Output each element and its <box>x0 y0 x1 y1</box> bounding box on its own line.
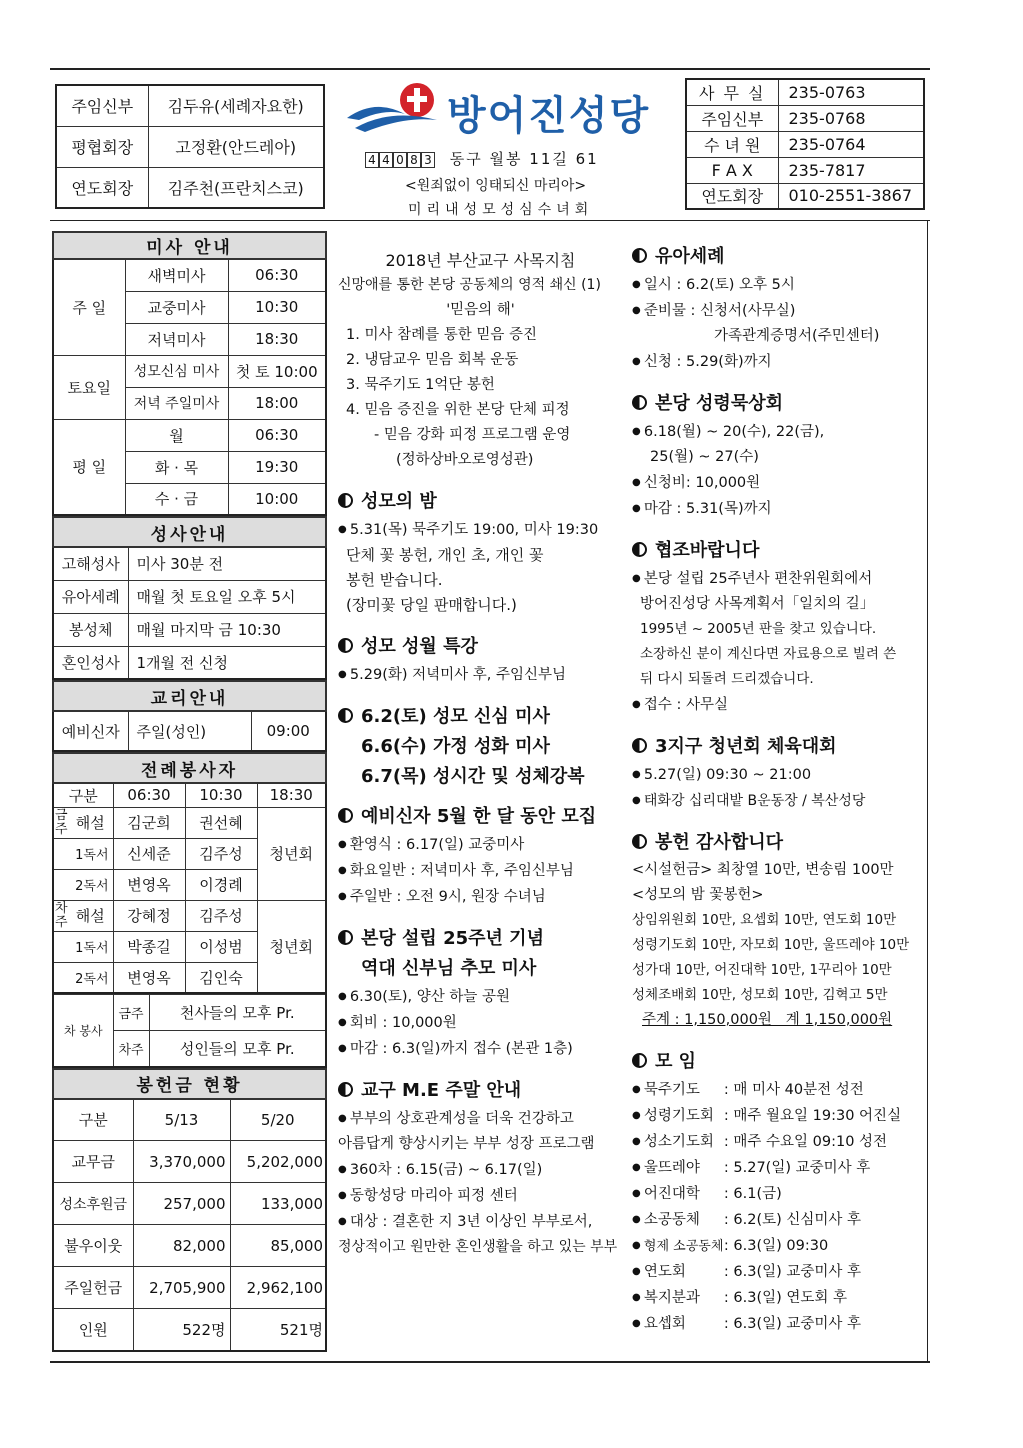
office-label: 주임신부 <box>686 105 778 131</box>
offering-row <box>53 1141 326 1183</box>
meeting-name: 소공동체 <box>643 1212 700 1228</box>
server-role: 해설 <box>75 814 105 832</box>
address-line <box>365 148 599 169</box>
meeting-info: : 매주 수요일 09:10 성전 <box>723 1134 888 1150</box>
postal-code <box>365 150 435 168</box>
postal-digit: 4 <box>379 152 393 168</box>
offering-head-row <box>53 1099 326 1141</box>
servers-title: 전례봉사자 <box>53 753 326 783</box>
sacrament-value: 미사 30분 전 <box>128 547 326 580</box>
section-title: 봉헌 감사합니다 <box>655 832 783 853</box>
sacrament-row <box>53 547 326 580</box>
meeting-item <box>632 1207 924 1233</box>
servers-col-head: 10:30 <box>185 783 257 807</box>
server-role: 2독서 <box>53 869 113 900</box>
sacrament-header <box>53 517 326 547</box>
anniversary-heading-line: 역대 신부님 추모 미사 <box>361 958 537 979</box>
servers-table <box>52 752 327 994</box>
mass-name: 수 · 금 <box>125 483 228 515</box>
half-circle-icon <box>338 1082 353 1097</box>
sacrament-table <box>52 516 327 680</box>
meeting-item <box>632 1155 924 1181</box>
meeting-item <box>632 1259 924 1285</box>
servers-col-head: 구분 <box>53 783 113 807</box>
thanks-total: 주계 : 1,150,000원 계 1,150,000원 <box>642 1012 893 1028</box>
section-title: 성모의 밤 <box>361 491 437 512</box>
pastoral-item: 2. 냉담교우 믿음 회복 운동 <box>346 352 519 368</box>
mass-name: 화 · 목 <box>125 451 228 483</box>
server-name: 신세준 <box>113 838 185 869</box>
servers-row <box>53 807 326 838</box>
section-title: 성모 성월 특강 <box>361 636 478 657</box>
section-title: 예비신자 5월 한 달 동안 모집 <box>361 806 597 827</box>
coop-line: 1995년 ~ 2005년 판을 찾고 있습니다. <box>640 621 877 637</box>
top-rule <box>50 68 930 70</box>
doctrine-title: 교리안내 <box>53 681 326 711</box>
sports-line: ● 태화강 십리대밭 B운동장 / 복산성당 <box>632 788 924 814</box>
mass-row <box>53 259 326 291</box>
office-row <box>686 157 924 183</box>
office-label: 사 무 실 <box>686 79 778 105</box>
postal-digit: 3 <box>421 152 435 168</box>
sisters: 미리내성모성심수녀회 <box>408 202 594 218</box>
postal-digit: 4 <box>365 152 379 168</box>
meetings-heading <box>632 1047 924 1073</box>
meeting-name: 요셉회 <box>643 1316 686 1332</box>
offering-header <box>53 1069 326 1099</box>
meeting-info: : 5.27(일) 교중미사 후 <box>723 1160 871 1176</box>
mass-name: 성모신심 미사 <box>125 355 228 387</box>
mass-time: 06:30 <box>228 259 326 291</box>
meeting-info: : 매주 월요일 19:30 어진실 <box>723 1108 902 1124</box>
catechumen-line: ● 화요일반 : 저녁미사 후, 주임신부님 <box>338 858 623 884</box>
server-name: 변영옥 <box>113 869 185 900</box>
thanks-line: 성가대 10만, 어진대학 10만, 1꾸리아 10만 <box>632 962 892 978</box>
staff-row <box>56 167 324 208</box>
pastoral-item: 1. 미사 참례를 통한 믿음 증진 <box>346 327 537 343</box>
meeting-name: 복지분과 <box>643 1290 700 1306</box>
half-circle-icon <box>338 638 353 653</box>
meeting-item <box>632 1233 924 1259</box>
meeting-info: : 6.2(토) 신심미사 후 <box>723 1212 862 1228</box>
weekday-label: 평 일 <box>53 419 125 515</box>
office-label: F A X <box>686 157 778 183</box>
car-week: 차주 <box>113 1031 149 1067</box>
coop-line: 뒤 다시 되돌려 드리겠습니다. <box>640 671 814 687</box>
meeting-info: : 6.3(일) 교중미사 후 <box>723 1264 862 1280</box>
postal-digit: 0 <box>393 152 407 168</box>
baptism-line: ● 일시 : 6.2(토) 오후 5시 <box>632 272 924 298</box>
servers-col-head: 18:30 <box>257 783 326 807</box>
thanks-line: 성체조배회 10만, 성모회 10만, 김혁고 5만 <box>632 987 888 1003</box>
mass-title: 미사 안내 <box>53 232 326 259</box>
offering-value: 82,000 <box>133 1225 230 1267</box>
sunday-label: 주 일 <box>53 259 125 355</box>
meeting-name: 묵주기도 <box>643 1082 700 1098</box>
servers-col-head: 06:30 <box>113 783 185 807</box>
office-row <box>686 105 924 131</box>
seminar-line: ● 신청비: 10,000원 <box>632 470 924 496</box>
thanks-heading <box>632 828 924 854</box>
seminar-line: ● 마감 : 5.31(목)까지 <box>632 496 924 522</box>
lecture-heading <box>338 632 623 658</box>
catechumen-heading <box>338 802 623 828</box>
mass-row <box>53 355 326 387</box>
server-name: 박종길 <box>113 931 185 962</box>
doctrine-header <box>53 681 326 711</box>
page-border-right <box>927 221 928 1362</box>
pastoral-title: 2018년 부산교구 사목지침 <box>385 251 576 270</box>
anniversary-line: ● 6.30(토), 양산 하늘 공원 <box>338 984 623 1010</box>
pastoral-item: (정하상바오로영성관) <box>396 452 534 468</box>
server-name: 김주성 <box>185 900 257 931</box>
car-label: 차 봉사 <box>53 995 113 1067</box>
server-name: 변영옥 <box>113 962 185 993</box>
meeting-name: 연도회 <box>643 1264 686 1280</box>
mass-time: 18:30 <box>228 323 326 355</box>
car-table <box>52 994 327 1068</box>
coop-heading <box>632 536 924 562</box>
servers-head-row <box>53 783 326 807</box>
offering-value: 133,000 <box>230 1183 326 1225</box>
office-phone: 235-7817 <box>778 157 924 183</box>
car-group: 천사들의 모후 Pr. <box>149 995 326 1031</box>
meeting-item <box>632 1077 924 1103</box>
half-circle-icon <box>632 542 647 557</box>
car-week: 금주 <box>113 995 149 1031</box>
mass-time: 19:30 <box>228 451 326 483</box>
baptism-heading <box>632 242 924 268</box>
server-role: 2독서 <box>53 962 113 993</box>
masses-heading-line: 6.6(수) 가정 성화 미사 <box>361 736 550 757</box>
office-phone: 235-0764 <box>778 131 924 157</box>
me-line: ● 360차 : 6.15(금) ~ 6.17(일) <box>338 1157 623 1183</box>
middle-column <box>338 248 623 1260</box>
offering-table <box>52 1068 327 1352</box>
half-circle-icon <box>632 834 647 849</box>
half-circle-icon <box>338 930 353 945</box>
meeting-info: : 6.3(일) 09:30 <box>723 1238 829 1254</box>
bottom-rule <box>50 1361 930 1363</box>
wave-cross-icon <box>345 80 445 136</box>
meeting-name: 성령기도회 <box>643 1108 714 1124</box>
office-phone: 235-0763 <box>778 79 924 105</box>
saturday-label: 토요일 <box>53 355 125 419</box>
sacrament-title: 성사안내 <box>53 517 326 547</box>
pastoral-subtitle: 신망애를 통한 본당 공동체의 영적 쇄신 (1) <box>338 277 601 293</box>
half-circle-icon <box>632 248 647 263</box>
half-circle-icon <box>338 808 353 823</box>
pastoral-item: 4. 믿음 증진을 위한 본당 단체 피정 <box>346 402 570 418</box>
office-label: 연도회장 <box>686 183 778 209</box>
pastoral-item: - 믿음 강화 피정 프로그램 운영 <box>374 427 571 443</box>
meeting-info: : 매 미사 40분전 성전 <box>723 1082 864 1098</box>
right-column <box>632 236 924 1337</box>
meeting-name: 어진대학 <box>643 1186 700 1202</box>
staff-value: 김주천(프란치스코) <box>148 167 324 208</box>
offering-value: 2,705,900 <box>133 1267 230 1309</box>
half-circle-icon <box>632 738 647 753</box>
mass-name: 월 <box>125 419 228 451</box>
coop-line: ● 접수 : 사무실 <box>632 692 924 718</box>
baptism-line: ● 신청 : 5.29(화)까지 <box>632 349 924 375</box>
sacrament-label: 봉성체 <box>53 613 128 646</box>
offering-value: 3,370,000 <box>133 1141 230 1183</box>
offering-row <box>53 1309 326 1351</box>
mass-time: 첫 토 10:00 <box>228 355 326 387</box>
server-name: 김인숙 <box>185 962 257 993</box>
meeting-info: : 6.3(일) 연도회 후 <box>723 1290 848 1306</box>
me-line: ● 대상 : 결혼한 지 3년 이상인 부부로서, <box>338 1209 623 1235</box>
me-line: ● 부부의 상호관계성을 더욱 건강하고 <box>338 1106 623 1132</box>
meeting-item <box>632 1181 924 1207</box>
offering-label: 불우이웃 <box>53 1225 133 1267</box>
meeting-name: 형제 소공동체 <box>643 1239 724 1254</box>
staff-table <box>55 84 325 209</box>
mass-time: 06:30 <box>228 419 326 451</box>
server-name: 강혜정 <box>113 900 185 931</box>
offering-row <box>53 1225 326 1267</box>
sacrament-row <box>53 580 326 613</box>
mass-row <box>53 419 326 451</box>
sacrament-label: 혼인성사 <box>53 646 128 679</box>
half-circle-icon <box>338 493 353 508</box>
offering-row <box>53 1183 326 1225</box>
week-label: 차주 <box>54 900 68 930</box>
half-circle-icon <box>632 1053 647 1068</box>
pastoral-item: 3. 묵주기도 1억단 봉헌 <box>346 377 495 393</box>
offering-title: 봉헌금 현황 <box>53 1069 326 1099</box>
mass-header <box>53 232 326 259</box>
server-role: 해설 <box>75 907 105 925</box>
mary-night-line: ● 5.31(목) 묵주기도 19:00, 미사 19:30 <box>338 517 623 543</box>
staff-row <box>56 85 324 126</box>
parish-name: 방어진성당 <box>447 93 651 139</box>
me-heading <box>338 1076 623 1102</box>
doctrine-row <box>53 711 326 751</box>
baptism-line: 가족관계증명서(주민센터) <box>714 328 880 344</box>
doctrine-table <box>52 680 327 752</box>
server-youth: 청년회 <box>257 807 326 900</box>
header-rule <box>50 220 930 221</box>
seminar-line: 25(월) ~ 27(수) <box>650 449 759 465</box>
offering-value: 85,000 <box>230 1225 326 1267</box>
mass-name: 새벽미사 <box>125 259 228 291</box>
seminar-heading <box>632 389 924 415</box>
mass-time: 10:30 <box>228 291 326 323</box>
section-title: 6.2(토) 성모 신심 미사 <box>361 706 550 727</box>
sacrament-value: 매월 첫 토요일 오후 5시 <box>128 580 326 613</box>
thanks-line: <시설헌금> 최창열 10만, 변송림 100만 <box>632 862 894 878</box>
server-name: 권선혜 <box>185 807 257 838</box>
sports-line: ● 5.27(일) 09:30 ~ 21:00 <box>632 762 924 788</box>
offering-label: 인원 <box>53 1309 133 1351</box>
staff-label: 주임신부 <box>56 85 148 126</box>
sacrament-row <box>53 613 326 646</box>
offering-col-head: 5/20 <box>230 1099 326 1141</box>
sacrament-value: 1개월 전 신청 <box>128 646 326 679</box>
sacrament-row <box>53 646 326 679</box>
mass-name: 교중미사 <box>125 291 228 323</box>
server-role: 1독서 <box>53 838 113 869</box>
mary-night-line: 봉헌 받습니다. <box>346 571 443 589</box>
section-title: 협조바랍니다 <box>655 540 760 561</box>
address: 동구 월봉 11길 61 <box>449 150 599 168</box>
office-row <box>686 131 924 157</box>
section-title: 본당 성령묵상회 <box>655 393 783 414</box>
office-label: 수 녀 원 <box>686 131 778 157</box>
staff-label: 평협회장 <box>56 126 148 167</box>
sports-heading <box>632 732 924 758</box>
car-row <box>53 995 326 1031</box>
anniversary-line: ● 회비 : 10,000원 <box>338 1010 623 1036</box>
catechumen-line: ● 환영식 : 6.17(일) 교중미사 <box>338 832 623 858</box>
mass-name: 저녁 주일미사 <box>125 387 228 419</box>
offering-label: 주일헌금 <box>53 1267 133 1309</box>
sacrament-label: 유아세례 <box>53 580 128 613</box>
half-circle-icon <box>632 395 647 410</box>
section-title: 모 임 <box>655 1051 697 1072</box>
offering-value: 522명 <box>133 1309 230 1351</box>
section-title: 3지구 청년회 체육대회 <box>655 736 837 757</box>
mass-name: 저녁미사 <box>125 323 228 355</box>
offering-value: 2,962,100 <box>230 1267 326 1309</box>
meeting-name: 울뜨레야 <box>643 1160 700 1176</box>
offering-col-head: 구분 <box>53 1099 133 1141</box>
office-row <box>686 79 924 105</box>
server-name: 김주성 <box>185 838 257 869</box>
anniversary-heading <box>338 924 623 950</box>
section-title: 본당 설립 25주년 기념 <box>361 928 544 949</box>
left-column <box>52 231 327 1352</box>
section-title: 유아세례 <box>655 246 725 267</box>
office-phone: 235-0768 <box>778 105 924 131</box>
me-line: 정상적이고 원만한 혼인생활을 하고 있는 부부 <box>338 1239 618 1255</box>
offering-label: 성소후원금 <box>53 1183 133 1225</box>
meeting-item <box>632 1103 924 1129</box>
coop-line: 방어진성당 사목계획서「일치의 길」 <box>640 596 875 612</box>
sacrament-label: 고해성사 <box>53 547 128 580</box>
pastoral-year: '믿음의 해' <box>446 302 515 318</box>
patron: <원죄없이 잉태되신 마리아> <box>405 178 587 194</box>
server-role: 1독서 <box>53 931 113 962</box>
server-name: 이성범 <box>185 931 257 962</box>
doctrine-time: 09:00 <box>251 711 326 751</box>
server-name: 김군희 <box>113 807 185 838</box>
thanks-line: <성모의 밤 꽃봉헌> <box>632 887 764 903</box>
lecture-line: ● 5.29(화) 저녁미사 후, 주임신부님 <box>338 662 623 688</box>
mary-night-line: 단체 꽃 봉헌, 개인 초, 개인 꽃 <box>346 546 544 564</box>
meeting-info: : 6.3(일) 교중미사 후 <box>723 1316 862 1332</box>
offering-label: 교무금 <box>53 1141 133 1183</box>
thanks-line: 상임위원회 10만, 요셉회 10만, 연도회 10만 <box>632 912 897 928</box>
staff-row <box>56 126 324 167</box>
meeting-name: 성소기도회 <box>643 1134 714 1150</box>
mary-night-line: (장미꽃 당일 판매합니다.) <box>346 596 517 614</box>
offering-value: 257,000 <box>133 1183 230 1225</box>
meeting-item <box>632 1311 924 1337</box>
mary-night-heading <box>338 487 623 513</box>
sacrament-value: 매월 마지막 금 10:30 <box>128 613 326 646</box>
staff-value: 김두유(세례자요한) <box>148 85 324 126</box>
coop-line: 소장하신 분이 계신다면 자료용으로 빌려 쓴 <box>640 646 897 662</box>
offering-row <box>53 1267 326 1309</box>
server-name: 이경례 <box>185 869 257 900</box>
meeting-item <box>632 1285 924 1311</box>
postal-digit: 8 <box>407 152 421 168</box>
me-line: ● 동항성당 마리아 피정 센터 <box>338 1183 623 1209</box>
staff-label: 연도회장 <box>56 167 148 208</box>
catechumen-line: ● 주일반 : 오전 9시, 원장 수녀님 <box>338 884 623 910</box>
staff-value: 고정환(안드레아) <box>148 126 324 167</box>
office-phone: 010-2551-3867 <box>778 183 924 209</box>
mass-time: 10:00 <box>228 483 326 515</box>
mass-time: 18:00 <box>228 387 326 419</box>
masses-heading <box>338 702 623 728</box>
coop-line: ● 본당 설립 25주년사 편찬위원회에서 <box>632 566 924 592</box>
car-group: 성인들의 모후 Pr. <box>149 1031 326 1067</box>
server-youth: 청년회 <box>257 900 326 993</box>
offering-col-head: 5/13 <box>133 1099 230 1141</box>
doctrine-value: 주일(성인) <box>128 711 251 751</box>
masses-heading-line: 6.7(목) 성시간 및 성체강복 <box>361 766 585 787</box>
me-line: 아름답게 향상시키는 부부 성장 프로그램 <box>338 1136 595 1152</box>
doctrine-label: 예비신자 <box>53 711 128 751</box>
offering-value: 521명 <box>230 1309 326 1351</box>
meeting-info: : 6.1(금) <box>723 1186 782 1202</box>
meeting-item <box>632 1129 924 1155</box>
servers-header <box>53 753 326 783</box>
mass-table <box>52 231 327 516</box>
week-label: 금주 <box>54 807 68 837</box>
servers-row <box>53 900 326 931</box>
section-title: 교구 M.E 주말 안내 <box>361 1080 522 1101</box>
office-table <box>685 78 925 210</box>
half-circle-icon <box>338 708 353 723</box>
offering-value: 5,202,000 <box>230 1141 326 1183</box>
parish-logo <box>345 80 665 140</box>
office-row <box>686 183 924 209</box>
baptism-line: ● 준비물 : 신청서(사무실) <box>632 298 924 324</box>
thanks-line: 성령기도회 10만, 자모회 10만, 울뜨레야 10만 <box>632 937 910 953</box>
anniversary-line: ● 마감 : 6.3(일)까지 접수 (본관 1층) <box>338 1036 623 1062</box>
seminar-line: ● 6.18(월) ~ 20(수), 22(금), <box>632 419 924 445</box>
